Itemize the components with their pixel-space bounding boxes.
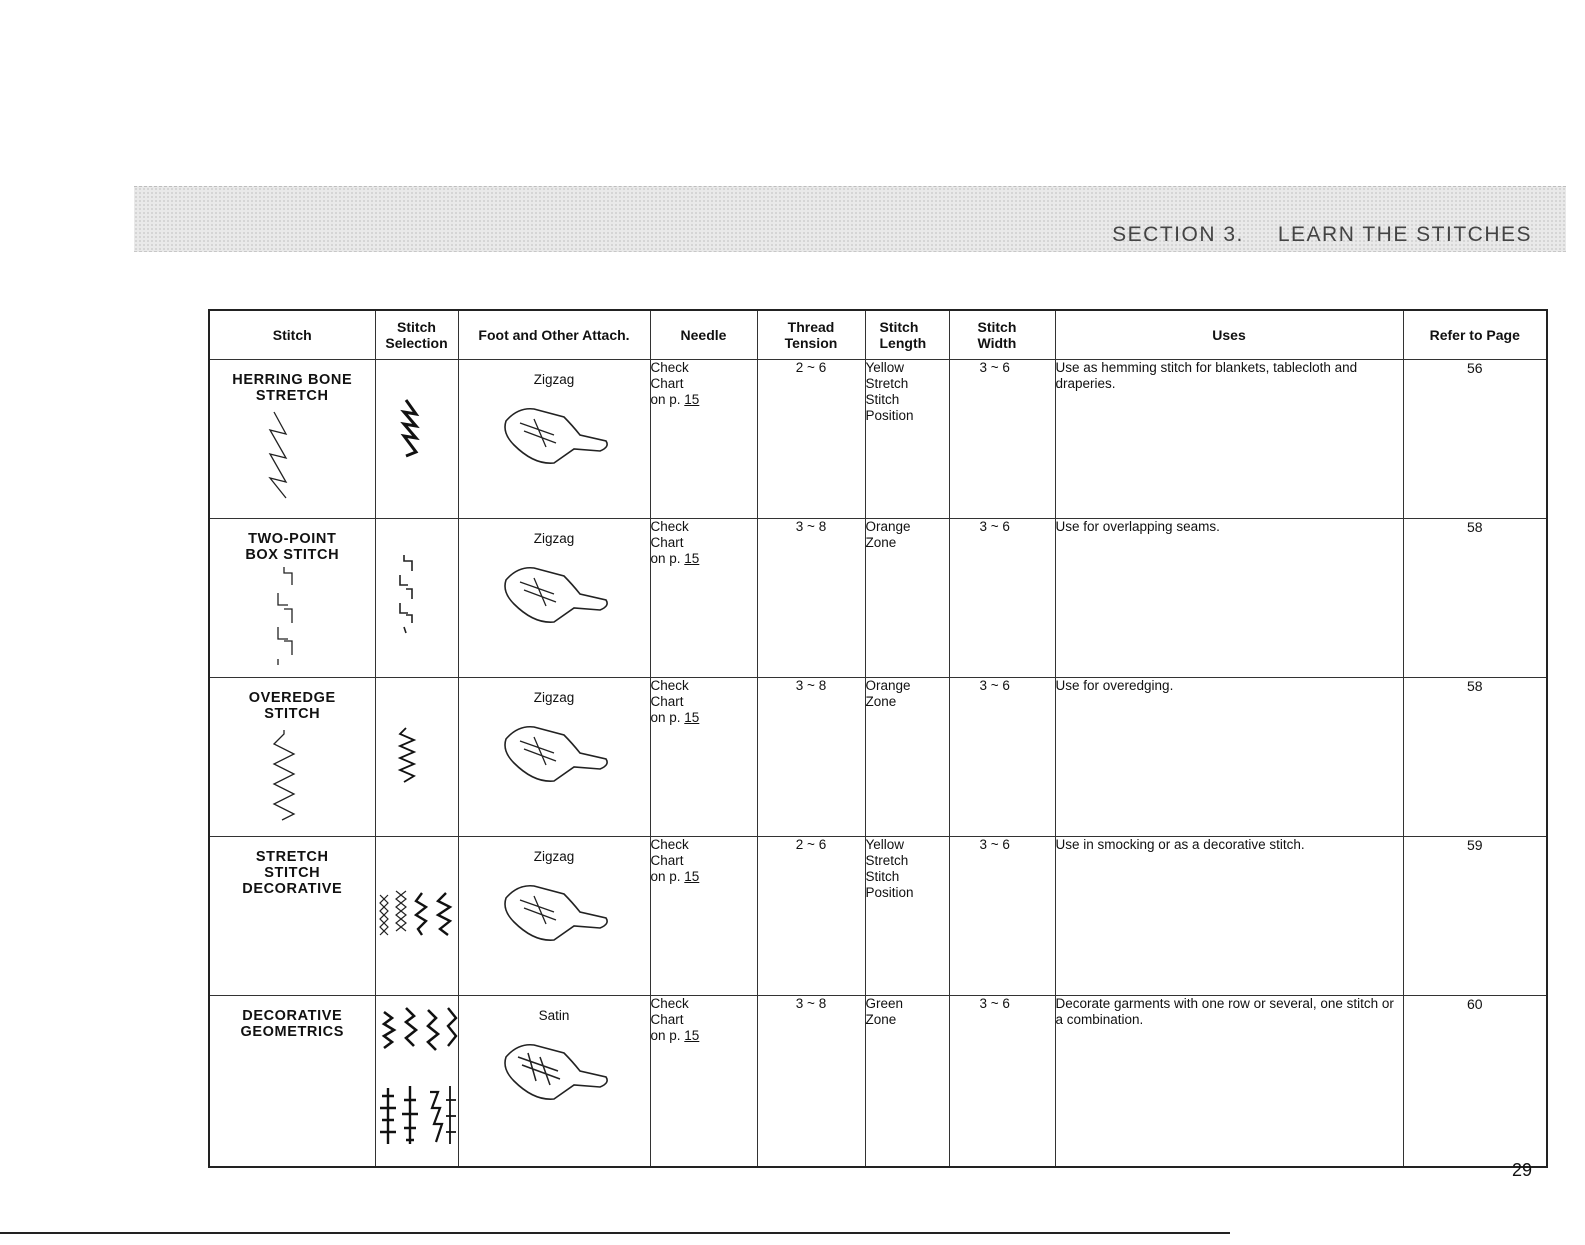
stitch-selection-cell xyxy=(375,837,458,996)
table-row xyxy=(209,837,1547,996)
stitch-width-cell: 3 ~ 6 xyxy=(949,996,1055,1168)
needle-page-ref: 15 xyxy=(684,710,700,725)
needle-page-ref: 15 xyxy=(684,1028,700,1043)
col-header-refer: Refer to Page xyxy=(1403,310,1547,360)
stitch-cell xyxy=(209,996,375,1168)
col-header-tension: Thread Tension xyxy=(757,310,865,360)
col-header-stitch: Stitch xyxy=(209,310,375,360)
uses-cell: Use as hemming stitch for blankets, tablecloth and draperies. xyxy=(1055,360,1403,519)
needle-cell xyxy=(650,837,757,996)
col-header-selection: Stitch Selection xyxy=(375,310,458,360)
needle-cell xyxy=(650,519,757,678)
stitch-selection-cell xyxy=(375,678,458,837)
thread-tension-cell: 3 ~ 8 xyxy=(757,519,865,678)
needle-line-1: Check xyxy=(650,519,689,534)
thread-tension-cell: 2 ~ 6 xyxy=(757,360,865,519)
stitch-length-cell: Orange Zone xyxy=(865,519,949,678)
page-number: 29 xyxy=(1511,1160,1532,1180)
needle-line-3: on p. 15 xyxy=(650,710,700,725)
zigzag-foot-icon xyxy=(494,554,614,634)
overedge-stitch-icon xyxy=(258,724,318,824)
needle-line-2: Chart xyxy=(650,694,684,709)
satin-foot-icon xyxy=(494,1031,614,1111)
stitch-width-cell: 3 ~ 6 xyxy=(949,360,1055,519)
stitch-cell xyxy=(209,678,375,837)
geometric-selection-icon xyxy=(376,996,458,1156)
stitch-chart-table xyxy=(208,309,1548,1168)
section-heading: LEARN THE STITCHES xyxy=(1277,223,1532,246)
section-banner xyxy=(134,186,1566,252)
stitch-name: STRETCH STITCH DECORATIVE xyxy=(242,849,343,897)
uses-cell: Use in smocking or as a decorative stitch. xyxy=(1055,837,1403,996)
bottom-divider xyxy=(0,1232,1230,1234)
needle-cell xyxy=(650,360,757,519)
needle-line-3: on p. 15 xyxy=(650,551,700,566)
needle-cell xyxy=(650,678,757,837)
needle-line-3: on p. 15 xyxy=(650,1028,700,1043)
foot-label: Zigzag xyxy=(533,372,575,387)
foot-label: Zigzag xyxy=(533,531,575,546)
uses-cell: Use for overlapping seams. xyxy=(1055,519,1403,678)
refer-page-cell: 59 xyxy=(1403,837,1547,996)
foot-cell xyxy=(458,837,650,996)
needle-line-1: Check xyxy=(650,360,689,375)
table-row xyxy=(209,678,1547,837)
thread-tension-cell: 2 ~ 6 xyxy=(757,837,865,996)
overedge-selection-icon xyxy=(376,678,436,808)
needle-line-1: Check xyxy=(650,678,689,693)
col-header-uses: Uses xyxy=(1055,310,1403,360)
decorative-stretch-selection-icon xyxy=(376,837,458,967)
needle-line-1: Check xyxy=(650,837,689,852)
stitch-name: HERRING BONE STRETCH xyxy=(232,372,353,404)
refer-page-cell: 58 xyxy=(1403,678,1547,837)
foot-cell xyxy=(458,519,650,678)
herringbone-selection-icon xyxy=(376,360,436,480)
foot-cell xyxy=(458,996,650,1168)
needle-line-3: on p. 15 xyxy=(650,869,700,884)
col-header-width: Stitch Width xyxy=(949,310,1055,360)
table-row xyxy=(209,360,1547,519)
stitch-length-cell: Green Zone xyxy=(865,996,949,1168)
stitch-name: OVEREDGE STITCH xyxy=(248,690,336,722)
needle-line-2: Chart xyxy=(650,376,684,391)
zigzag-foot-icon xyxy=(494,872,614,952)
stitch-cell xyxy=(209,360,375,519)
foot-cell xyxy=(458,678,650,837)
foot-label: Zigzag xyxy=(533,690,575,705)
col-header-foot: Foot and Other Attach. xyxy=(458,310,650,360)
section-title xyxy=(1112,223,1532,247)
stitch-name: DECORATIVE GEOMETRICS xyxy=(240,1008,344,1040)
col-header-needle: Needle xyxy=(650,310,757,360)
needle-page-ref: 15 xyxy=(684,392,700,407)
stitch-name: TWO-POINT BOX STITCH xyxy=(245,531,340,563)
stitch-cell xyxy=(209,519,375,678)
refer-page-cell: 58 xyxy=(1403,519,1547,678)
refer-page-cell: 56 xyxy=(1403,360,1547,519)
box-selection-icon xyxy=(376,519,436,649)
needle-line-2: Chart xyxy=(650,535,684,550)
stitch-cell xyxy=(209,837,375,996)
herringbone-stitch-icon xyxy=(258,408,318,500)
header-row xyxy=(209,310,1547,360)
stitch-length-cell: Yellow Stretch Stitch Position xyxy=(865,360,949,519)
stitch-length-cell: Orange Zone xyxy=(865,678,949,837)
stitch-selection-cell xyxy=(375,360,458,519)
stitch-selection-cell xyxy=(375,996,458,1168)
col-header-length: Stitch Length xyxy=(865,310,949,360)
foot-label: Satin xyxy=(538,1008,570,1023)
needle-line-2: Chart xyxy=(650,853,684,868)
stitch-width-cell: 3 ~ 6 xyxy=(949,519,1055,678)
needle-page-ref: 15 xyxy=(684,551,700,566)
refer-page-cell: 60 xyxy=(1403,996,1547,1168)
section-number: SECTION 3. xyxy=(1112,223,1244,246)
zigzag-foot-icon xyxy=(494,713,614,793)
stitch-length-cell: Yellow Stretch Stitch Position xyxy=(865,837,949,996)
needle-page-ref: 15 xyxy=(684,869,700,884)
thread-tension-cell: 3 ~ 8 xyxy=(757,678,865,837)
stitch-selection-cell xyxy=(375,519,458,678)
uses-cell: Use for overedging. xyxy=(1055,678,1403,837)
needle-line-2: Chart xyxy=(650,1012,684,1027)
thread-tension-cell: 3 ~ 8 xyxy=(757,996,865,1168)
stitch-width-cell: 3 ~ 6 xyxy=(949,837,1055,996)
foot-cell xyxy=(458,360,650,519)
zigzag-foot-icon xyxy=(494,395,614,475)
needle-line-3: on p. 15 xyxy=(650,392,700,407)
box-stitch-icon xyxy=(258,565,318,665)
stitch-width-cell: 3 ~ 6 xyxy=(949,678,1055,837)
needle-line-1: Check xyxy=(650,996,689,1011)
needle-cell xyxy=(650,996,757,1168)
uses-cell: Decorate garments with one row or several, one stitch or a combination. xyxy=(1055,996,1403,1168)
table-row xyxy=(209,519,1547,678)
foot-label: Zigzag xyxy=(533,849,575,864)
table-row xyxy=(209,996,1547,1168)
